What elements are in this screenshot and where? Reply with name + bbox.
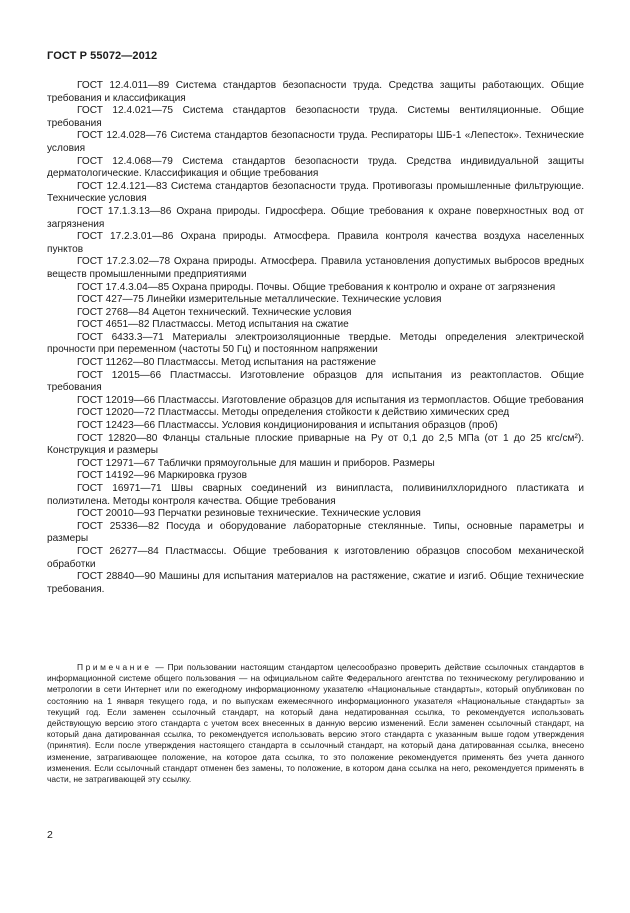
- references-list: [47, 80, 584, 596]
- reference-item: ГОСТ 12019—66 Пластмассы. Изготовление образцов для испытания из термопластов. Общие требования: [77, 394, 584, 406]
- reference-item: ГОСТ 12423—66 Пластмассы. Условия кондиционирования и испытания образцов (проб): [77, 420, 498, 432]
- reference-item: ГОСТ 11262—80 Пластмассы. Метод испытания на растяжение: [77, 357, 377, 369]
- note-text: При пользовании настоящим стандартом целесообразно проверить действие ссылочных стандартов в информационной системе общего пользования — на официальном сайте Федерального агентства по техническому регулированию и метрологии в сети Интернет или по ежегодному информационному указателю «Национальные стандарты», который опубликован по состоянию на 1 января текущего года, и по выпускам ежемесячного информационного указателя «Национальные стандарты» за текущий год. Если заменен ссылочный стандарт, на который дана недатированная ссылка, то рекомендуется использовать действующую версию этого стандарта с учетом всех внесенных в данную версию изменений. Если заменен ссылочный стандарт, на который дана датированная ссылка, то рекомендуется использовать версию этого стандарта с указанным выше годом утверждения (принятия). Если после утверждения настоящего стандарта в ссылочный стандарт, на который дана датированная ссылка, внесено изменение, затрагивающее положение, на которое дата ссылка, то это положение рекомендуется применять без учета данного изменения. Если ссылочный стандарт отменен без замены, то положение, в котором дана ссылка на него, рекомендуется применять в части, не затрагивающей эту ссылку.: [47, 662, 584, 785]
- reference-item: ГОСТ 17.4.3.04—85 Охрана природы. Почвы. Общие требования к контролю и охране от загрязнения: [77, 281, 556, 293]
- reference-item: ГОСТ 12.4.011—89 Система стандартов безопасности труда. Средства защиты работающих. Общие требования и классификация: [47, 80, 584, 104]
- reference-item: ГОСТ 26277—84 Пластмассы. Общие требования к изготовлению образцов способом механической обработки: [47, 545, 584, 570]
- reference-item: ГОСТ 17.2.3.01—86 Охрана природы. Атмосфера. Правила контроля качества воздуха населенных пунктов: [47, 231, 584, 255]
- reference-item: ГОСТ 14192—96 Маркировка грузов: [77, 470, 248, 482]
- page-header: ГОСТ Р 55072—2012: [47, 50, 158, 62]
- reference-item: ГОСТ 17.1.3.13—86 Охрана природы. Гидросфера. Общие требования к охране поверхностных вод от загрязнения: [47, 205, 584, 230]
- reference-item: ГОСТ 25336—82 Посуда и оборудование лабораторные стеклянные. Типы, основные параметры и размеры: [47, 520, 584, 545]
- reference-item: ГОСТ 6433.3—71 Материалы электроизоляционные твердые. Методы определения электрической прочности при переменном (частоты 50 Гц) и постоянном напряжении: [47, 331, 584, 356]
- reference-item: ГОСТ 2768—84 Ацетон технический. Технические условия: [77, 306, 352, 318]
- reference-item: ГОСТ 12.4.021—75 Система стандартов безопасности труда. Системы вентиляционные. Общие требования: [47, 105, 584, 129]
- reference-item: ГОСТ 12.4.121—83 Система стандартов безопасности труда. Противогазы промышленные фильтрующие. Технические условия: [47, 180, 584, 205]
- reference-item: ГОСТ 12.4.068—79 Система стандартов безопасности труда. Средства индивидуальной защиты дерматологические. Классификация и общие требования: [47, 155, 584, 180]
- page-number: 2: [47, 829, 53, 841]
- reference-item: ГОСТ 12.4.028—76 Система стандартов безопасности труда. Респираторы ШБ-1 «Лепесток». Технические условия: [47, 130, 584, 154]
- reference-item: ГОСТ 4651—82 Пластмассы. Метод испытания на сжатие: [77, 319, 349, 331]
- reference-item: ГОСТ 12820—80 Фланцы стальные плоские приварные на Ру от 0,1 до 2,5 МПа (от 1 до 25 кгс/см²). Конструкция и размеры: [47, 432, 584, 457]
- reference-item: ГОСТ 427—75 Линейки измерительные металлические. Технические условия: [77, 294, 442, 306]
- note-label: Примечание: [77, 662, 152, 672]
- reference-item: ГОСТ 16971—71 Швы сварных соединений из винипласта, поливинилхлоридного пластиката и полиэтилена. Методы контроля качества. Общие требования: [47, 483, 584, 507]
- reference-item: ГОСТ 12971—67 Таблички прямоугольные для машин и приборов. Размеры: [77, 457, 435, 469]
- reference-item: ГОСТ 28840—90 Машины для испытания материалов на растяжение, сжатие и изгиб. Общие технические требования.: [47, 571, 584, 595]
- reference-item: ГОСТ 12020—72 Пластмассы. Методы определения стойкости к действию химических сред: [77, 407, 510, 419]
- note-dash: —: [151, 662, 168, 672]
- reference-item: ГОСТ 12015—66 Пластмассы. Изготовление образцов для испытания из реактопластов. Общие требования: [47, 369, 584, 394]
- note-paragraph: [47, 662, 584, 785]
- reference-item: ГОСТ 20010—93 Перчатки резиновые технические. Технические условия: [77, 508, 421, 520]
- reference-item: ГОСТ 17.2.3.02—78 Охрана природы. Атмосфера. Правила установления допустимых выбросов вредных веществ промышленными предприятиями: [47, 256, 584, 280]
